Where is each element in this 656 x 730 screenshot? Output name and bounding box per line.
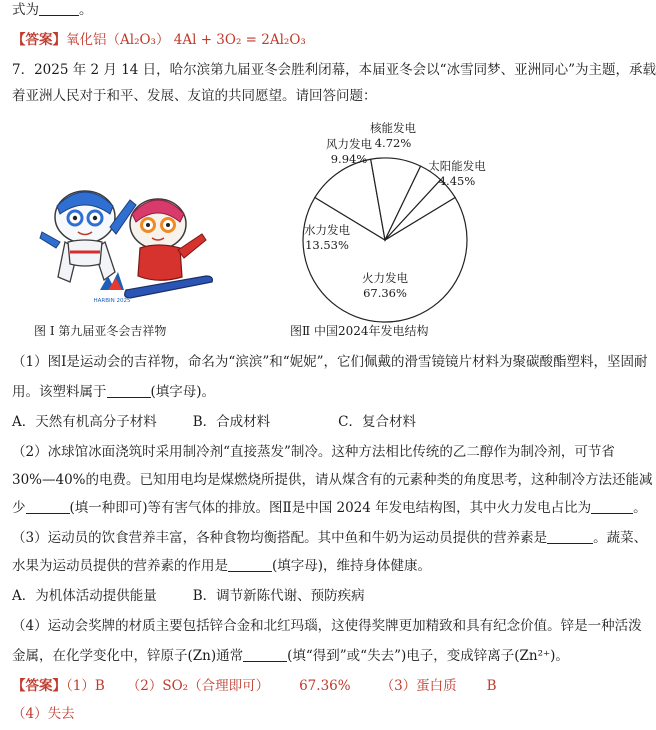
answer-4: （4）失去 <box>12 706 75 722</box>
pie-label-name-2: 水力发电 <box>304 223 350 237</box>
q7-p2-line1: （2）冰球馆冰面浇筑时采用制冷剂“直接蒸发”制冷。这种方法相比传统的乙二醇作为制冷剂，可节省 <box>12 444 615 460</box>
prev-question-line <box>12 0 93 20</box>
p3-text-d: (填字母)，维持身体健康。 <box>272 558 432 574</box>
q7-intro-line1: 7．2025 年 2 月 14 日，哈尔滨第九届亚冬会胜利闭幕，本届亚冬会以“冰雪同梦、亚洲同心”为主题，承载 <box>12 62 656 78</box>
q7-p2-line2: 30%—40%的电费。已知用电均是煤燃烧所提供，请从煤含有的元素种类的角度思考，这种制冷方法还能减 <box>12 472 653 488</box>
pie-label-value-5: 4.45% <box>438 174 476 188</box>
option-a: A．为机体活动提供能量 <box>12 588 157 604</box>
mascot-illustration <box>30 172 220 312</box>
pie-label-value-4: 4.72% <box>374 136 412 150</box>
answer-blank[interactable] <box>547 529 593 544</box>
pie-label-value-1: 67.36% <box>363 286 407 300</box>
p2-text-b: (填一种即可)等有害气体的排放。图Ⅱ是中国 2024 年发电结构图，其中火力发电占比为 <box>69 500 592 516</box>
q7-p3-line2 <box>12 556 431 576</box>
answer-blank[interactable] <box>243 647 287 662</box>
option-b: B．合成材料 <box>192 414 271 430</box>
q7-intro-line2: 着亚洲人民对于和平、发展、友谊的共同愿望。请回答问题： <box>12 88 377 104</box>
p3-text-c: 水果为运动员提供的营养素的作用是 <box>12 558 228 574</box>
pie-label-name-5: 太阳能发电 <box>428 159 486 173</box>
logo-text: HARBIN 2025 <box>93 298 131 304</box>
prev-answer-text: 氧化铝（Al₂O₃） 4Al + 3O₂ = 2Al₂O₃ <box>66 32 306 48</box>
q7-p3-options <box>12 586 365 606</box>
figures-area <box>0 112 656 342</box>
answer-blank[interactable] <box>591 499 633 514</box>
nini-mascot <box>125 199 213 298</box>
pie-chart <box>255 112 495 342</box>
p2-text-a: 少 <box>12 500 26 516</box>
fig1-caption: 图 Ⅰ 第九届亚冬会吉祥物 <box>34 324 167 338</box>
prev-line-prefix: 式为 <box>12 2 39 18</box>
answer-3b: B <box>486 678 497 694</box>
binbin-mascot <box>40 191 136 282</box>
p1-text-b: (填字母)。 <box>150 384 216 400</box>
option-c: C．复合材料 <box>338 414 417 430</box>
q7-p1-options <box>12 412 416 432</box>
prev-answer-line <box>12 30 306 50</box>
p3-text-a: （3）运动员的饮食营养丰富，各种食物均衡搭配。其中鱼和牛奶为运动员提供的营养素是 <box>12 530 548 546</box>
answer-3a: （3）蛋白质 <box>380 678 457 694</box>
answer-1: （1）B <box>66 678 105 694</box>
answer-2b: 67.36% <box>299 678 351 694</box>
q7-answers-line1 <box>12 676 497 696</box>
p4-text-b: (填“得到”或“失去”)电子，变成锌离子(Zn²⁺)。 <box>287 648 569 664</box>
pie-label-name-4: 核能发电 <box>370 121 416 135</box>
harbin-2025-logo <box>94 272 131 304</box>
pie-label-name-1: 火力发电 <box>362 271 408 285</box>
pie-label-name-3: 风力发电 <box>326 137 372 151</box>
answer-2a: （2）SO₂（合理即可） <box>126 678 270 694</box>
p2-text-c: 。 <box>633 500 647 516</box>
q7-p4-line2 <box>12 646 569 666</box>
pie-label-value-2: 13.53% <box>305 238 349 252</box>
q7-p1-line2 <box>12 382 215 402</box>
answer-tag: 【答案】 <box>12 32 66 48</box>
prev-line-suffix: 。 <box>79 2 93 18</box>
p3-text-b: 。蔬菜、 <box>593 530 648 546</box>
p4-text-a: 金属，在化学变化中，锌原子(Zn)通常 <box>12 648 244 664</box>
answer-blank[interactable] <box>107 383 151 398</box>
q7-answers-line2 <box>12 704 75 724</box>
answer-blank[interactable] <box>26 499 70 514</box>
option-b: B．调节新陈代谢、预防疾病 <box>192 588 365 604</box>
q7-p4-line1: （4）运动会奖牌的材质主要包括锌合金和北红玛瑙，这使得奖牌更加精致和具有纪念价值。锌是一种活泼 <box>12 618 642 634</box>
p1-text-a: 用。该塑料属于 <box>12 384 107 400</box>
answer-blank[interactable] <box>228 557 272 572</box>
answer-tag: 【答案】 <box>12 678 66 694</box>
q7-p1-line1: （1）图Ⅰ是运动会的吉祥物，命名为“滨滨”和“妮妮”，它们佩戴的滑雪镜镜片材料为聚碳酸酯塑料，坚固耐 <box>12 354 648 370</box>
q7-p3-line1 <box>12 528 647 548</box>
fig2-caption: 图Ⅱ 中国2024年发电结构 <box>290 324 429 338</box>
pie-label-value-3: 9.94% <box>330 152 368 166</box>
option-a: A．天然有机高分子材料 <box>12 414 157 430</box>
answer-blank[interactable] <box>39 1 79 16</box>
q7-p2-line3 <box>12 498 647 518</box>
